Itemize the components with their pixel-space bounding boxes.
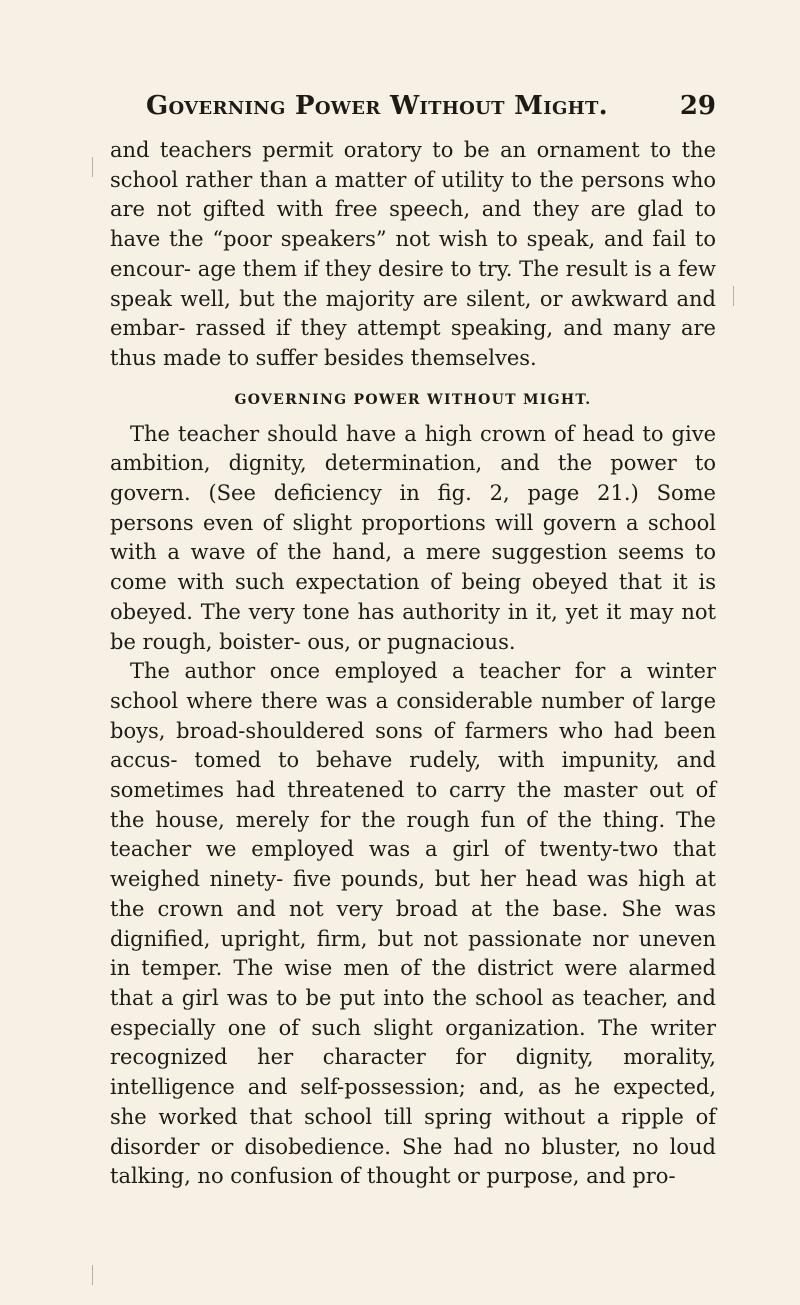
paragraph-2: The teacher should have a high crown of head to give ambition, dignity, determination, and the power to govern. (See deficiency in fig. 2, page 21.) Some persons even of slight proportions will govern a school with a wave of the hand, a mere suggestion seems to come with such expectation of being obeyed that it is obeyed. The very tone has authority in it, yet it may not be rough, boister- ous, or pugnacious. bbox=[110, 421, 716, 654]
section-heading: GOVERNING POWER WITHOUT MIGHT. bbox=[234, 391, 592, 408]
running-head: Governing Power Without Might. bbox=[146, 91, 609, 121]
page-number: 29 bbox=[679, 91, 716, 121]
page-body bbox=[110, 136, 716, 1192]
scan-mark bbox=[733, 286, 734, 306]
page-header bbox=[146, 86, 716, 126]
paragraph-1: and teachers permit oratory to be an ornament to the school rather than a matter of utility to the persons who are not gifted with free speech, and they are glad to have the “poor speakers” not wish to speak, and fail to encour- age them if they desire to try. The result is a few speak well, but the majority are silent, or awkward and embar- rassed if they attempt speaking, and many are thus made to suffer besides themselves. bbox=[110, 138, 716, 370]
scan-mark bbox=[92, 1265, 93, 1285]
paragraph-3: The author once employed a teacher for a winter school where there was a considerable number of large boys, broad-shouldered sons of farmers who had been accus- tomed to behave rudely, with impunity, and sometimes had threatened to carry the master out of the house, merely for the rough fun of the thing. The teacher we employed was a girl of twenty-two that weighed ninety- five pounds, but her head was high at the crown and not very broad at the base. She was dignified, upright, firm, but not passionate nor uneven in temper. The wise men of the district were alarmed that a girl was to be put into the school as teacher, and especially one of such slight organization. The writer recognized her character for dignity, morality, intelligence and self-possession; and, as he expected, she worked that school till spring without a ripple of disorder or disobedience. She had no bluster, no loud talking, no confusion of thought or purpose, and pro- bbox=[110, 659, 716, 1189]
scan-mark bbox=[92, 157, 93, 177]
